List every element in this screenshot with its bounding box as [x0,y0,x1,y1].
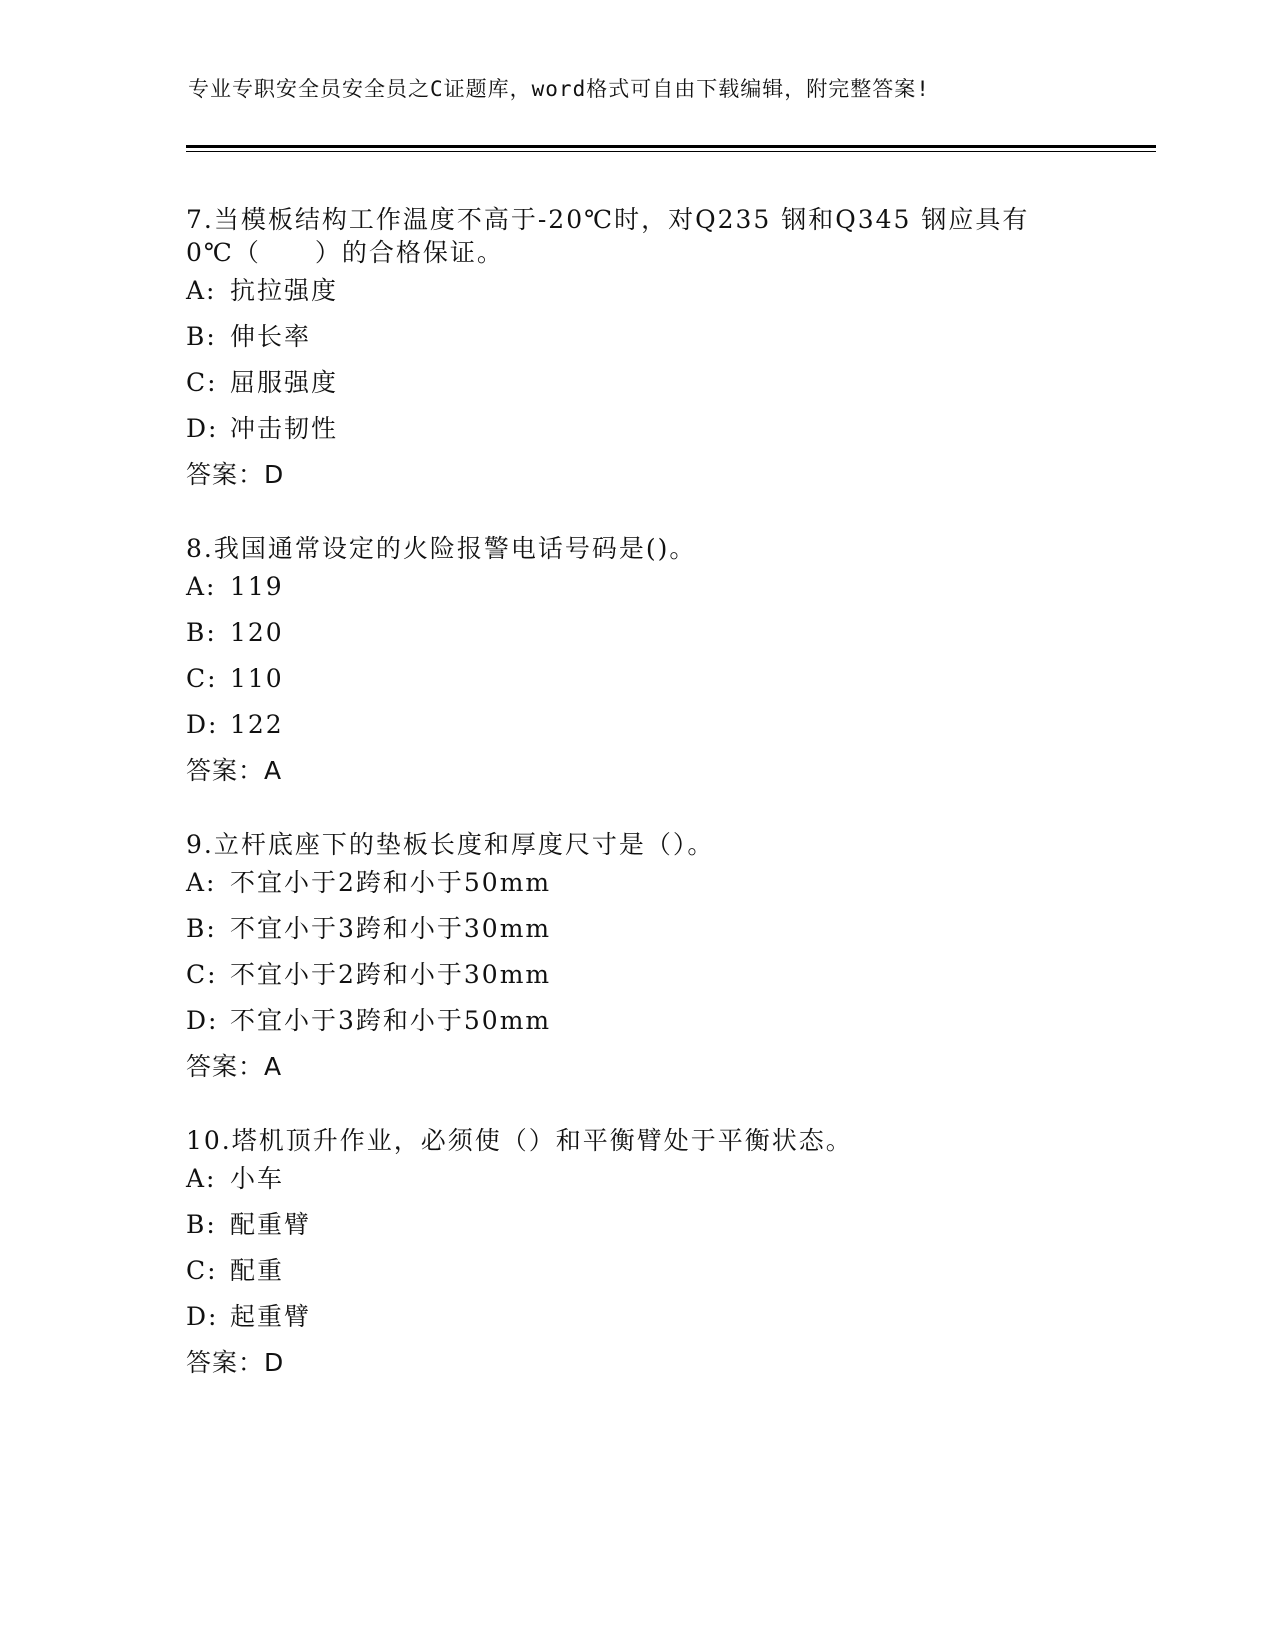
option-text: 配重臂 [230,1210,312,1239]
option-key: A: [186,1164,217,1193]
option-text: 伸长率 [230,322,312,351]
question-9 [186,828,1086,1083]
answer-line: 答案：D [186,460,285,489]
answer-line: 答案：D [186,1348,285,1377]
option-key: B: [186,914,217,943]
option-d [186,412,1086,458]
option-text: 不宜小于2跨和小于50mm [230,868,552,897]
option-a [186,1162,1086,1208]
option-key: C: [186,664,218,693]
question-stem: 10.塔机顶升作业，必须使（）和平衡臂处于平衡状态。 [186,1126,853,1155]
option-key: D: [186,1302,219,1331]
question-7 [186,203,1086,491]
option-text: 小车 [230,1164,285,1193]
option-text: 122 [230,710,284,739]
option-key: B: [186,322,217,351]
header-rule-thin [186,151,1156,152]
page-header: 专业专职安全员安全员之C证题库，word格式可自由下载编辑，附完整答案! [188,77,930,101]
option-key: D: [186,414,219,443]
question-8 [186,532,1086,787]
option-d [186,1004,1086,1050]
option-b [186,320,1086,366]
option-key: B: [186,1210,217,1239]
option-a [186,570,1086,616]
option-text: 110 [230,664,284,693]
option-text: 120 [230,618,284,647]
option-text: 屈服强度 [230,368,339,397]
option-c [186,662,1086,708]
option-a [186,274,1086,320]
answer-line: 答案：A [186,1052,283,1081]
option-b [186,1208,1086,1254]
question-stem: 8.我国通常设定的火险报警电话号码是()。 [186,534,697,563]
header-rule [186,145,1156,148]
option-b [186,912,1086,958]
option-text: 抗拉强度 [230,276,339,305]
option-c [186,958,1086,1004]
option-d [186,1300,1086,1346]
option-text: 不宜小于3跨和小于50mm [230,1006,552,1035]
question-list [186,203,1086,1420]
option-key: D: [186,1006,219,1035]
option-key: C: [186,960,218,989]
option-key: C: [186,368,218,397]
option-text: 不宜小于3跨和小于30mm [230,914,552,943]
option-b [186,616,1086,662]
option-key: B: [186,618,217,647]
question-stem: 7.当模板结构工作温度不高于-20℃时，对Q235 钢和Q345 钢应具有0℃（ ）的合格保证。 [186,205,1030,267]
option-key: C: [186,1256,218,1285]
option-c [186,366,1086,412]
option-text: 配重 [230,1256,285,1285]
option-key: A: [186,276,217,305]
option-a [186,866,1086,912]
option-text: 起重臂 [230,1302,312,1331]
option-text: 冲击韧性 [230,414,339,443]
option-d [186,708,1086,754]
option-key: A: [186,868,217,897]
question-stem: 9.立杆底座下的垫板长度和厚度尺寸是（）。 [186,830,715,859]
answer-line: 答案：A [186,756,283,785]
option-key: A: [186,572,217,601]
question-10 [186,1124,1086,1379]
option-c [186,1254,1086,1300]
option-key: D: [186,710,219,739]
option-text: 119 [230,572,284,601]
option-text: 不宜小于2跨和小于30mm [230,960,552,989]
